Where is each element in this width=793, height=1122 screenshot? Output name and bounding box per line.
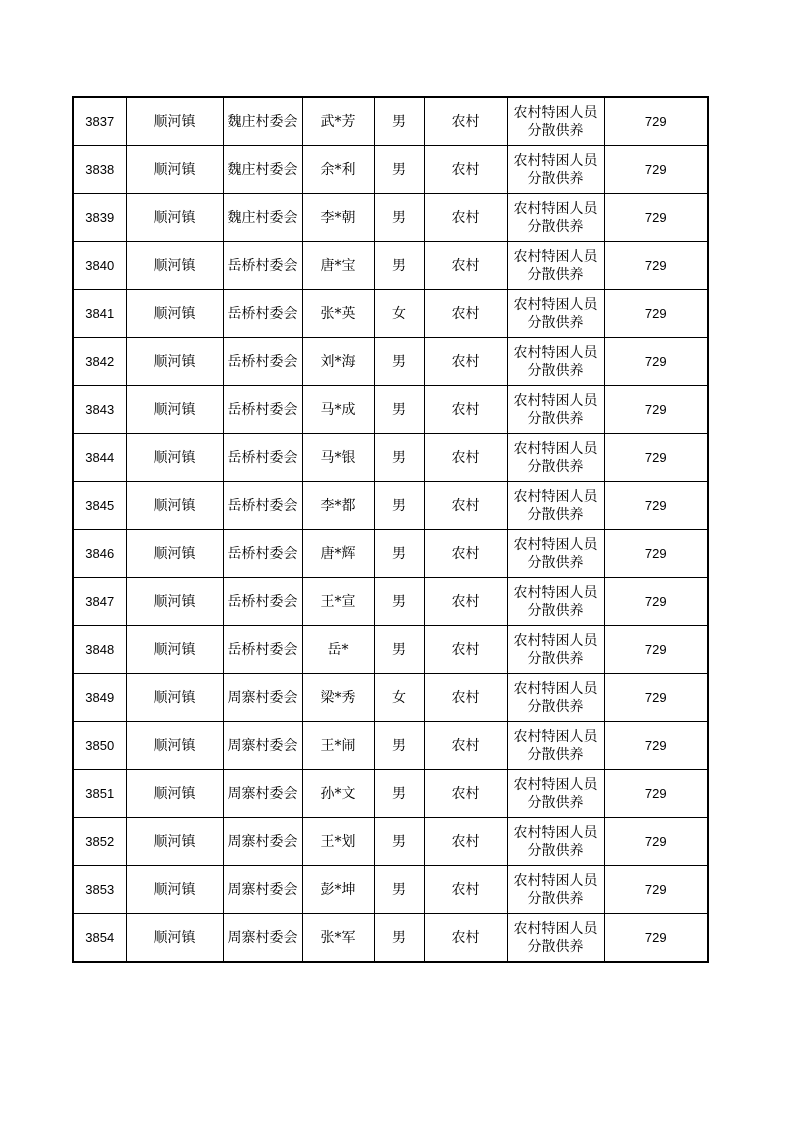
cell-category: 农村特困人员分散供养 [507, 530, 604, 578]
cell-town: 顺河镇 [126, 866, 223, 914]
cell-village: 周寨村委会 [223, 818, 302, 866]
table-row [73, 434, 708, 482]
cell-town: 顺河镇 [126, 146, 223, 194]
cell-id: 3850 [73, 722, 126, 770]
cell-category: 农村特困人员分散供养 [507, 97, 604, 146]
cell-village: 魏庄村委会 [223, 194, 302, 242]
cell-name: 梁*秀 [302, 674, 374, 722]
cell-id: 3852 [73, 818, 126, 866]
cell-name: 刘*海 [302, 338, 374, 386]
cell-amount: 729 [604, 674, 708, 722]
cell-town: 顺河镇 [126, 674, 223, 722]
cell-amount: 729 [604, 578, 708, 626]
table-row [73, 722, 708, 770]
cell-town: 顺河镇 [126, 914, 223, 963]
cell-amount: 729 [604, 866, 708, 914]
cell-area: 农村 [424, 338, 507, 386]
cell-amount: 729 [604, 97, 708, 146]
beneficiary-table [72, 96, 709, 963]
cell-village: 周寨村委会 [223, 674, 302, 722]
cell-category: 农村特困人员分散供养 [507, 914, 604, 963]
cell-category: 农村特困人员分散供养 [507, 146, 604, 194]
cell-town: 顺河镇 [126, 97, 223, 146]
cell-category: 农村特困人员分散供养 [507, 482, 604, 530]
cell-gender: 男 [374, 770, 424, 818]
cell-area: 农村 [424, 386, 507, 434]
cell-amount: 729 [604, 242, 708, 290]
table-row [73, 386, 708, 434]
cell-id: 3846 [73, 530, 126, 578]
cell-amount: 729 [604, 482, 708, 530]
cell-id: 3840 [73, 242, 126, 290]
cell-name: 马*成 [302, 386, 374, 434]
cell-amount: 729 [604, 386, 708, 434]
cell-name: 李*朝 [302, 194, 374, 242]
cell-gender: 男 [374, 194, 424, 242]
table-row [73, 626, 708, 674]
cell-id: 3848 [73, 626, 126, 674]
table-row [73, 914, 708, 963]
cell-category: 农村特困人员分散供养 [507, 578, 604, 626]
cell-amount: 729 [604, 626, 708, 674]
table-row [73, 530, 708, 578]
table-row [73, 338, 708, 386]
cell-town: 顺河镇 [126, 626, 223, 674]
cell-id: 3851 [73, 770, 126, 818]
cell-gender: 男 [374, 434, 424, 482]
cell-village: 岳桥村委会 [223, 482, 302, 530]
cell-area: 农村 [424, 674, 507, 722]
cell-id: 3849 [73, 674, 126, 722]
table-row [73, 97, 708, 146]
cell-gender: 男 [374, 97, 424, 146]
table-row [73, 770, 708, 818]
cell-amount: 729 [604, 290, 708, 338]
cell-area: 农村 [424, 866, 507, 914]
cell-village: 魏庄村委会 [223, 146, 302, 194]
cell-gender: 男 [374, 722, 424, 770]
cell-village: 岳桥村委会 [223, 290, 302, 338]
cell-gender: 男 [374, 530, 424, 578]
cell-category: 农村特困人员分散供养 [507, 434, 604, 482]
cell-name: 唐*宝 [302, 242, 374, 290]
cell-id: 3853 [73, 866, 126, 914]
cell-area: 农村 [424, 290, 507, 338]
cell-village: 岳桥村委会 [223, 338, 302, 386]
cell-village: 周寨村委会 [223, 770, 302, 818]
cell-area: 农村 [424, 242, 507, 290]
cell-area: 农村 [424, 578, 507, 626]
cell-name: 张*英 [302, 290, 374, 338]
cell-town: 顺河镇 [126, 482, 223, 530]
cell-id: 3838 [73, 146, 126, 194]
cell-name: 彭*坤 [302, 866, 374, 914]
cell-village: 周寨村委会 [223, 722, 302, 770]
table-row [73, 674, 708, 722]
cell-gender: 男 [374, 914, 424, 963]
cell-gender: 男 [374, 818, 424, 866]
cell-town: 顺河镇 [126, 818, 223, 866]
cell-category: 农村特困人员分散供养 [507, 338, 604, 386]
cell-gender: 男 [374, 578, 424, 626]
cell-area: 农村 [424, 97, 507, 146]
cell-village: 岳桥村委会 [223, 434, 302, 482]
cell-amount: 729 [604, 722, 708, 770]
cell-town: 顺河镇 [126, 338, 223, 386]
cell-name: 唐*辉 [302, 530, 374, 578]
cell-id: 3844 [73, 434, 126, 482]
cell-gender: 男 [374, 482, 424, 530]
cell-village: 岳桥村委会 [223, 530, 302, 578]
cell-name: 马*银 [302, 434, 374, 482]
cell-village: 周寨村委会 [223, 914, 302, 963]
cell-name: 王*划 [302, 818, 374, 866]
table-row [73, 146, 708, 194]
cell-name: 李*都 [302, 482, 374, 530]
cell-area: 农村 [424, 146, 507, 194]
cell-gender: 女 [374, 290, 424, 338]
cell-id: 3841 [73, 290, 126, 338]
cell-name: 王*宣 [302, 578, 374, 626]
cell-amount: 729 [604, 914, 708, 963]
cell-area: 农村 [424, 626, 507, 674]
cell-id: 3845 [73, 482, 126, 530]
cell-town: 顺河镇 [126, 242, 223, 290]
cell-village: 岳桥村委会 [223, 578, 302, 626]
cell-amount: 729 [604, 338, 708, 386]
cell-category: 农村特困人员分散供养 [507, 818, 604, 866]
cell-town: 顺河镇 [126, 722, 223, 770]
table-row [73, 290, 708, 338]
cell-amount: 729 [604, 530, 708, 578]
cell-village: 魏庄村委会 [223, 97, 302, 146]
table-row [73, 242, 708, 290]
cell-category: 农村特困人员分散供养 [507, 626, 604, 674]
cell-gender: 男 [374, 386, 424, 434]
cell-name: 余*利 [302, 146, 374, 194]
cell-amount: 729 [604, 818, 708, 866]
cell-name: 张*军 [302, 914, 374, 963]
cell-category: 农村特困人员分散供养 [507, 770, 604, 818]
cell-amount: 729 [604, 146, 708, 194]
table-row [73, 482, 708, 530]
cell-town: 顺河镇 [126, 194, 223, 242]
cell-gender: 男 [374, 338, 424, 386]
cell-name: 孙*文 [302, 770, 374, 818]
cell-area: 农村 [424, 818, 507, 866]
table-body [73, 97, 708, 962]
cell-area: 农村 [424, 434, 507, 482]
cell-area: 农村 [424, 770, 507, 818]
cell-town: 顺河镇 [126, 290, 223, 338]
cell-id: 3854 [73, 914, 126, 963]
cell-village: 岳桥村委会 [223, 242, 302, 290]
cell-amount: 729 [604, 434, 708, 482]
cell-area: 农村 [424, 482, 507, 530]
cell-category: 农村特困人员分散供养 [507, 386, 604, 434]
cell-gender: 男 [374, 626, 424, 674]
cell-town: 顺河镇 [126, 434, 223, 482]
cell-village: 岳桥村委会 [223, 386, 302, 434]
cell-name: 岳* [302, 626, 374, 674]
cell-id: 3839 [73, 194, 126, 242]
cell-town: 顺河镇 [126, 578, 223, 626]
cell-town: 顺河镇 [126, 386, 223, 434]
cell-category: 农村特困人员分散供养 [507, 194, 604, 242]
cell-gender: 女 [374, 674, 424, 722]
cell-id: 3842 [73, 338, 126, 386]
cell-town: 顺河镇 [126, 530, 223, 578]
cell-amount: 729 [604, 770, 708, 818]
cell-name: 王*闹 [302, 722, 374, 770]
cell-area: 农村 [424, 914, 507, 963]
cell-category: 农村特困人员分散供养 [507, 722, 604, 770]
cell-category: 农村特困人员分散供养 [507, 242, 604, 290]
cell-area: 农村 [424, 194, 507, 242]
cell-gender: 男 [374, 866, 424, 914]
table-row [73, 866, 708, 914]
cell-village: 岳桥村委会 [223, 626, 302, 674]
cell-name: 武*芳 [302, 97, 374, 146]
cell-category: 农村特困人员分散供养 [507, 674, 604, 722]
cell-area: 农村 [424, 722, 507, 770]
cell-id: 3843 [73, 386, 126, 434]
cell-village: 周寨村委会 [223, 866, 302, 914]
cell-area: 农村 [424, 530, 507, 578]
cell-amount: 729 [604, 194, 708, 242]
cell-category: 农村特困人员分散供养 [507, 866, 604, 914]
cell-id: 3837 [73, 97, 126, 146]
cell-town: 顺河镇 [126, 770, 223, 818]
table-row [73, 818, 708, 866]
cell-gender: 男 [374, 242, 424, 290]
cell-id: 3847 [73, 578, 126, 626]
table-row [73, 578, 708, 626]
cell-category: 农村特困人员分散供养 [507, 290, 604, 338]
table-row [73, 194, 708, 242]
cell-gender: 男 [374, 146, 424, 194]
